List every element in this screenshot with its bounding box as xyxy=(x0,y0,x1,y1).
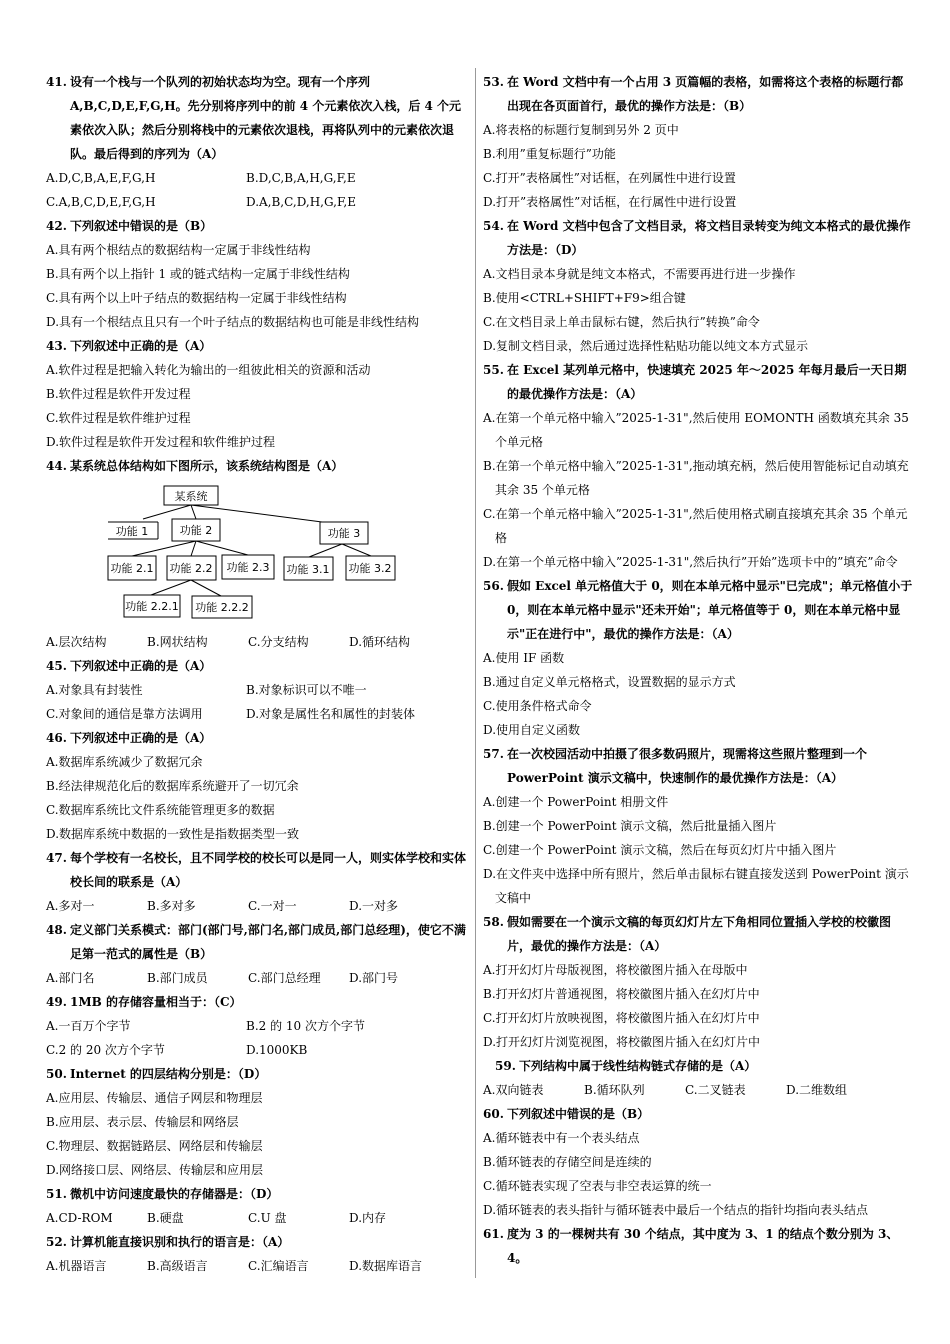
option-b: B.多对多 xyxy=(147,899,196,913)
option-d: D.复制文档目录，然后通过选择性粘贴功能以纯文本方式显示 xyxy=(483,339,809,353)
question-text: 每个学校有一名校长，且不同学校的校长可以是同一人，则实体学校和实体校长间的联系是（A） xyxy=(70,851,467,889)
question-number: 56. xyxy=(483,579,504,593)
option-c: C.具有两个以上叶子结点的数据结构一定属于非线性结构 xyxy=(46,291,347,305)
question-50 xyxy=(46,1062,470,1182)
option-c: C.创建一个 PowerPoint 演示文稿，然后在每页幻灯片中插入图片 xyxy=(483,843,837,857)
option-d: D.内存 xyxy=(349,1211,387,1225)
diagram-node-f222: 功能 2.2.2 xyxy=(195,601,249,614)
option-a: A.应用层、传输层、通信子网层和物理层 xyxy=(46,1091,263,1105)
option-b: B.使用<CTRL+SHIFT+F9>组合键 xyxy=(483,291,686,305)
option-c: C.汇编语言 xyxy=(248,1259,309,1273)
option-a: A.数据库系统减少了数据冗余 xyxy=(46,755,203,769)
question-45 xyxy=(46,654,470,726)
question-number: 59. xyxy=(495,1059,516,1073)
question-text: 假如需要在一个演示文稿的每页幻灯片左下角相同位置插入学校的校徽图片，最优的操作方法是：（A） xyxy=(507,915,892,953)
diagram-node-f3: 功能 3 xyxy=(327,527,361,540)
question-text: 下列叙述中错误的是（B） xyxy=(507,1107,650,1121)
question-58 xyxy=(483,910,913,1054)
option-b: B.网状结构 xyxy=(147,635,208,649)
option-c: C.U 盘 xyxy=(248,1211,287,1225)
option-d: D.使用自定义函数 xyxy=(483,723,581,737)
question-55 xyxy=(483,358,913,574)
option-c: C.打开幻灯片放映视图，将校徽图片插入在幻灯片中 xyxy=(483,1011,760,1025)
structure-chart-svg xyxy=(46,478,470,630)
option-c: C.部门总经理 xyxy=(248,971,321,985)
question-text: 下列结构中属于线性结构链式存储的是（A） xyxy=(519,1059,757,1073)
question-text: 度为 3 的一棵树共有 30 个结点，其中度为 3、1 的结点个数分别为 3、4。 xyxy=(507,1227,899,1265)
option-a: A.层次结构 xyxy=(46,635,107,649)
option-b: B.利用”重复标题行”功能 xyxy=(483,147,616,161)
option-c: C.对象间的通信是靠方法调用 xyxy=(46,707,203,721)
option-a: A.创建一个 PowerPoint 相册文件 xyxy=(483,795,669,809)
option-d: D.循环链表的表头指针与循环链表中最后一个结点的指针均指向表头结点 xyxy=(483,1203,869,1217)
option-d: D.在第一个单元格中输入”2025-1-31",然后执行”开始”选项卡中的”填充”命令 xyxy=(483,555,898,569)
option-c: C.物理层、数据链路层、网络层和传输层 xyxy=(46,1139,263,1153)
diagram-node-f22: 功能 2.2 xyxy=(169,562,213,575)
option-c: C.软件过程是软件维护过程 xyxy=(46,411,191,425)
option-a: A.机器语言 xyxy=(46,1259,107,1273)
column-divider xyxy=(475,68,476,1278)
question-52 xyxy=(46,1230,470,1278)
option-a: A.对象具有封装性 xyxy=(46,683,143,697)
option-b: B.打开幻灯片普通视图，将校徽图片插入在幻灯片中 xyxy=(483,987,760,1001)
question-number: 47. xyxy=(46,851,67,865)
option-c: C.一对一 xyxy=(248,899,297,913)
question-number: 57. xyxy=(483,747,504,761)
question-text: 计算机能直接识别和执行的语言是：（A） xyxy=(70,1235,290,1249)
option-a: A.将表格的标题行复制到另外 2 页中 xyxy=(483,123,679,137)
question-number: 41. xyxy=(46,75,67,89)
option-a: A.D,C,B,A,E,F,G,H xyxy=(46,171,156,185)
option-a: A.软件过程是把输入转化为输出的一组彼此相关的资源和活动 xyxy=(46,363,371,377)
option-a: A.文档目录本身就是纯文本格式，不需要再进行进一步操作 xyxy=(483,267,796,281)
option-b: B.硬盘 xyxy=(147,1211,184,1225)
option-b: B.部门成员 xyxy=(147,971,208,985)
question-text: 假如 Excel 单元格值大于 0，则在本单元格中显示"已完成"；单元格值小于 0，则在本单元格中显示"还未开始"；单元格值等于 0，则在本单元格中显示"正在进行中"，最优的操作方法是：（A） xyxy=(507,579,913,641)
question-number: 46. xyxy=(46,731,67,745)
question-number: 50. xyxy=(46,1067,67,1081)
option-c: C.A,B,C,D,E,F,G,H xyxy=(46,195,156,209)
question-text: Internet 的四层结构分别是：（D） xyxy=(70,1067,267,1081)
question-text: 1MB 的存储容量相当于：（C） xyxy=(70,995,242,1009)
question-56 xyxy=(483,574,913,742)
right-column xyxy=(483,70,913,1270)
question-text: 下列叙述中错误的是（B） xyxy=(70,219,213,233)
question-number: 60. xyxy=(483,1107,504,1121)
option-d: D.1000KB xyxy=(246,1043,308,1057)
option-c: C.在文档目录上单击鼠标右键，然后执行”转换”命令 xyxy=(483,315,760,329)
option-b: B.经法律规范化后的数据库系统避开了一切冗余 xyxy=(46,779,299,793)
option-c: C.循环链表实现了空表与非空表运算的统一 xyxy=(483,1179,712,1193)
question-41 xyxy=(46,70,470,214)
option-b: B.软件过程是软件开发过程 xyxy=(46,387,191,401)
question-46 xyxy=(46,726,470,846)
diagram-node-f1: 功能 1 xyxy=(115,525,149,538)
question-number: 48. xyxy=(46,923,67,937)
option-a: A.打开幻灯片母版视图，将校徽图片插入在母版中 xyxy=(483,963,748,977)
question-number: 45. xyxy=(46,659,67,673)
question-51 xyxy=(46,1182,470,1230)
question-47 xyxy=(46,846,470,918)
diagram-node-f32: 功能 3.2 xyxy=(348,562,392,575)
question-number: 49. xyxy=(46,995,67,1009)
question-49 xyxy=(46,990,470,1062)
question-text: 某系统总体结构如下图所示，该系统结构图是（A） xyxy=(70,459,344,473)
option-a: A.多对一 xyxy=(46,899,95,913)
question-text: 设有一个栈与一个队列的初始状态均为空。现有一个序列 A,B,C,D,E,F,G,H。先分别将序列中的前 4 个元素依次入栈，后 4 个元素依次入队；然后分别将栈中的元素依次退栈，再将队列中的元素依次退队。最后得到的序列为（A） xyxy=(70,75,462,161)
option-d: D.一对多 xyxy=(349,899,399,913)
option-d: D.网络接口层、网络层、传输层和应用层 xyxy=(46,1163,264,1177)
diagram-node-f23: 功能 2.3 xyxy=(226,561,270,574)
question-text: 在 Word 文档中有一个占用 3 页篇幅的表格，如需将这个表格的标题行都出现在各页面首行，最优的操作方法是：（B） xyxy=(507,75,904,113)
diagram-node-f221: 功能 2.2.1 xyxy=(125,600,179,613)
diagram-node-f21: 功能 2.1 xyxy=(110,562,154,575)
question-text: 在 Word 文档中包含了文档目录，将文档目录转变为纯文本格式的最优操作方法是：（D） xyxy=(507,219,911,257)
option-d: D.数据库语言 xyxy=(349,1259,423,1273)
question-number: 61. xyxy=(483,1227,504,1241)
question-number: 53. xyxy=(483,75,504,89)
question-number: 51. xyxy=(46,1187,67,1201)
question-text: 定义部门关系模式：部门(部门号,部门名,部门成员,部门总经理)，使它不满足第一范式的属性是（B） xyxy=(70,923,466,961)
question-text: 在 Excel 某列单元格中，快速填充 2025 年～2025 年每月最后一天日期的最优操作方法是：（A） xyxy=(507,363,907,401)
diagram-node-root: 某系统 xyxy=(174,490,208,503)
option-b: B.通过自定义单元格格式，设置数据的显示方式 xyxy=(483,675,736,689)
option-c: C.2 的 20 次方个字节 xyxy=(46,1043,165,1057)
option-a: A.在第一个单元格中输入”2025-1-31",然后使用 EOMONTH 函数填充其余 35 个单元格 xyxy=(483,411,909,449)
question-61 xyxy=(483,1222,913,1270)
option-d: D.数据库系统中数据的一致性是指数据类型一致 xyxy=(46,827,300,841)
option-a: A.循环链表中有一个表头结点 xyxy=(483,1131,640,1145)
option-c: C.二叉链表 xyxy=(685,1083,746,1097)
question-number: 43. xyxy=(46,339,67,353)
option-b: B.循环队列 xyxy=(584,1083,645,1097)
option-b: B.循环链表的存储空间是连续的 xyxy=(483,1155,652,1169)
option-a: A.一百万个字节 xyxy=(46,1019,131,1033)
option-b: B.创建一个 PowerPoint 演示文稿，然后批量插入图片 xyxy=(483,819,777,833)
option-d: D.对象是属性名和属性的封装体 xyxy=(246,707,416,721)
option-b: B.D,C,B,A,H,G,F,E xyxy=(246,171,356,185)
question-number: 58. xyxy=(483,915,504,929)
question-59 xyxy=(483,1054,913,1102)
option-b: B.在第一个单元格中输入”2025-1-31",拖动填充柄，然后使用智能标记自动填充其余 35 个单元格 xyxy=(483,459,909,497)
diagram-node-f31: 功能 3.1 xyxy=(286,563,330,576)
option-b: B.对象标识可以不唯一 xyxy=(246,683,367,697)
option-d: D.二维数组 xyxy=(786,1083,848,1097)
question-60 xyxy=(483,1102,913,1222)
question-43 xyxy=(46,334,470,454)
system-structure-diagram xyxy=(46,478,470,630)
question-text: 在一次校园活动中拍摄了很多数码照片，现需将这些照片整理到一个 PowerPoint 演示文稿中，快速制作的最优操作方法是：（A） xyxy=(507,747,868,785)
option-d: D.在文件夹中选择中所有照片，然后单击鼠标右键直接发送到 PowerPoint 演示文稿中 xyxy=(483,867,909,905)
question-text: 微机中访问速度最快的存储器是：（D） xyxy=(70,1187,279,1201)
option-a: A.部门名 xyxy=(46,971,95,985)
question-number: 54. xyxy=(483,219,504,233)
option-a: A.双向链表 xyxy=(483,1083,544,1097)
option-a: A.CD-ROM xyxy=(46,1211,113,1225)
option-d: D.部门号 xyxy=(349,971,399,985)
question-48 xyxy=(46,918,470,990)
question-text: 下列叙述中正确的是（A） xyxy=(70,659,212,673)
option-a: A.具有两个根结点的数据结构一定属于非线性结构 xyxy=(46,243,311,257)
option-d: D.循环结构 xyxy=(349,635,411,649)
option-c: C.数据库系统比文件系统能管理更多的数据 xyxy=(46,803,275,817)
left-column xyxy=(46,70,470,1278)
option-b: B.具有两个以上指针 1 或的链式结构一定属于非线性结构 xyxy=(46,267,350,281)
question-54 xyxy=(483,214,913,358)
question-44 xyxy=(46,454,470,654)
question-text: 下列叙述中正确的是（A） xyxy=(70,339,212,353)
option-b: B.应用层、表示层、传输层和网络层 xyxy=(46,1115,239,1129)
question-number: 42. xyxy=(46,219,67,233)
option-d: D.打开”表格属性”对话框，在行属性中进行设置 xyxy=(483,195,737,209)
option-c: C.打开”表格属性”对话框，在列属性中进行设置 xyxy=(483,171,736,185)
option-b: B.2 的 10 次方个字节 xyxy=(246,1019,365,1033)
question-number: 55. xyxy=(483,363,504,377)
option-a: A.使用 IF 函数 xyxy=(483,651,565,665)
option-d: D.具有一个根结点且只有一个叶子结点的数据结构也可能是非线性结构 xyxy=(46,315,420,329)
option-c: C.在第一个单元格中输入”2025-1-31",然后使用格式刷直接填充其余 35 个单元格 xyxy=(483,507,908,545)
option-c: C.使用条件格式命令 xyxy=(483,699,592,713)
question-number: 52. xyxy=(46,1235,67,1249)
question-number: 44. xyxy=(46,459,67,473)
question-text: 下列叙述中正确的是（A） xyxy=(70,731,212,745)
question-42 xyxy=(46,214,470,334)
option-d: D.打开幻灯片浏览视图，将校徽图片插入在幻灯片中 xyxy=(483,1035,761,1049)
question-53 xyxy=(483,70,913,214)
question-57 xyxy=(483,742,913,910)
option-b: B.高级语言 xyxy=(147,1259,208,1273)
diagram-node-f2: 功能 2 xyxy=(179,524,213,537)
option-c: C.分支结构 xyxy=(248,635,309,649)
option-d: D.A,B,C,D,H,G,F,E xyxy=(246,195,356,209)
option-d: D.软件过程是软件开发过程和软件维护过程 xyxy=(46,435,276,449)
